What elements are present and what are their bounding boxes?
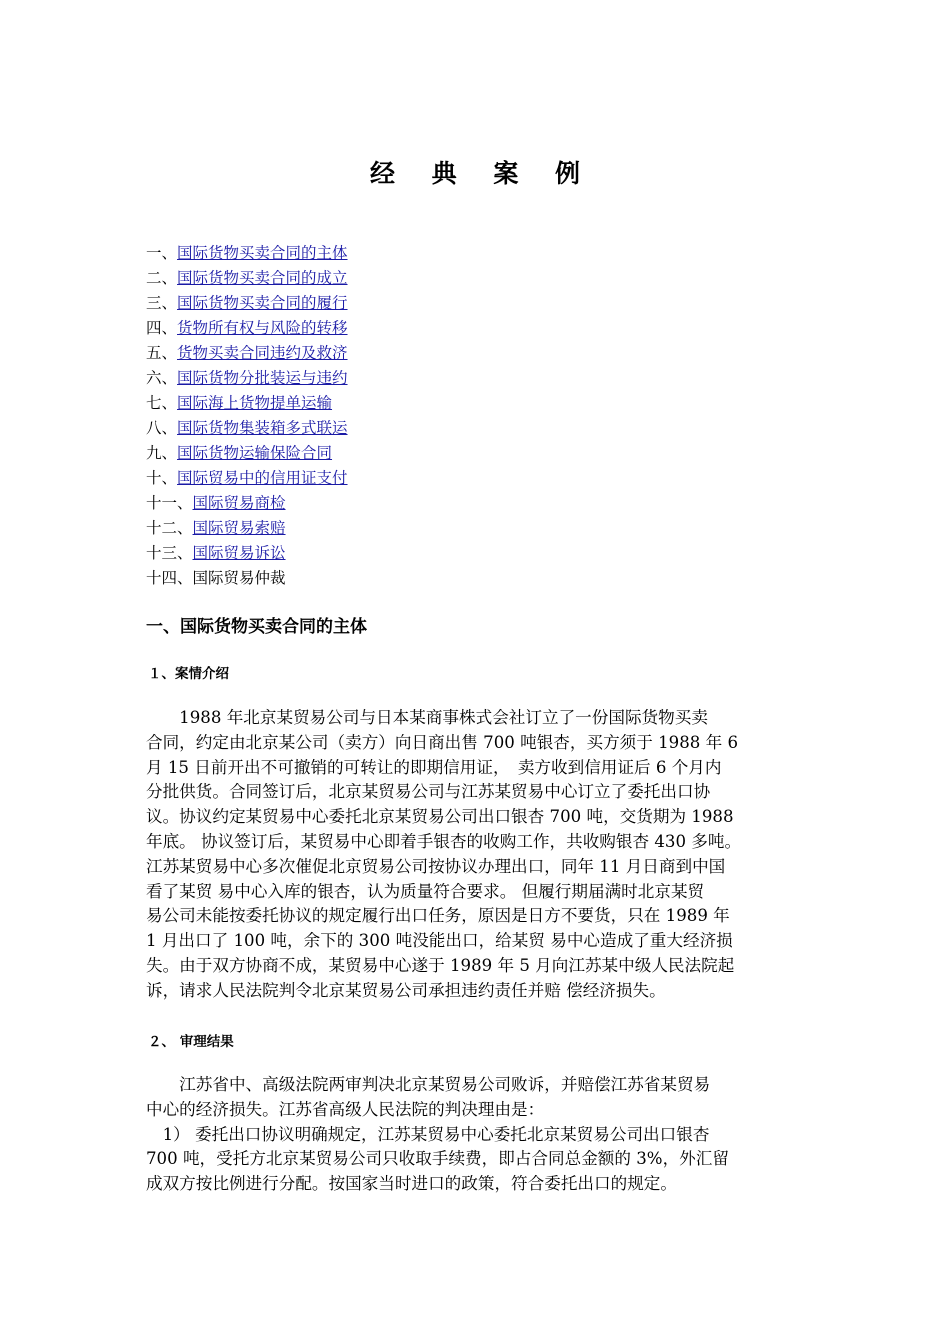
- toc-item-link[interactable]: 国际货物运输保险合同: [177, 444, 333, 462]
- toc-item: [146, 391, 746, 416]
- toc-item-number: 十四、: [146, 569, 193, 587]
- toc-item-number: 二、: [146, 269, 178, 287]
- toc-item-link[interactable]: 货物所有权与风险的转移: [177, 319, 348, 337]
- toc-item-link[interactable]: 国际贸易商检: [192, 494, 286, 512]
- paragraph-line: 分批供货。合同签订后，北京某贸易公司与江苏某贸易中心订立了委托出口协: [146, 782, 711, 802]
- toc-item-link[interactable]: 国际货物买卖合同的履行: [177, 294, 348, 312]
- paragraph-line: 1988 年北京某贸易公司与日本某商事株式会社订立了一份国际货物买卖: [146, 708, 708, 727]
- toc-item-link[interactable]: 国际货物买卖合同的成立: [177, 269, 348, 287]
- toc-item-number: 十、: [146, 469, 178, 487]
- toc-item-number: 五、: [146, 344, 178, 362]
- section-heading: 一、国际货物买卖合同的主体: [146, 617, 367, 637]
- paragraph-line: 议。协议约定某贸易中心委托北京某贸易公司出口银杏 700 吨，交货期为 1988: [146, 807, 734, 827]
- toc-item-link[interactable]: 国际货物集装箱多式联运: [177, 419, 348, 437]
- document-title: 经 典 案 例: [369, 159, 595, 188]
- toc-item: [146, 441, 746, 466]
- paragraph-line: 诉，请求人民法院判令北京某贸易公司承担违约责任并赔 偿经济损失。: [146, 980, 666, 1000]
- toc-item-link[interactable]: 国际货物分批装运与违约: [177, 369, 348, 387]
- toc-item: [146, 341, 746, 366]
- toc-item-number: 十二、: [146, 519, 193, 537]
- paragraph-line: 成双方按比例进行分配。按国家当时进口的政策，符合委托出口的规定。: [146, 1174, 677, 1194]
- paragraph-line: 合同，约定由北京某公司（卖方）向日商出售 700 吨银杏，买方须于 1988 年 6: [146, 732, 739, 752]
- toc-item-number: 七、: [146, 394, 178, 412]
- paragraph-line: 700 吨，受托方北京某贸易公司只收取手续费，即占合同总金额的 3%，外汇留: [146, 1149, 729, 1169]
- toc-item: [146, 416, 746, 441]
- case-intro-heading: １、案情介绍: [148, 666, 229, 682]
- paragraph-line: 江苏省中、高级法院两审判决北京某贸易公司败诉，并赔偿江苏省某贸易: [146, 1075, 711, 1094]
- paragraph-line: 失。由于双方协商不成，某贸易中心遂于 1989 年 5 月向江苏某中级人民法院起: [146, 955, 735, 975]
- toc-item-link[interactable]: 国际贸易诉讼: [192, 544, 286, 562]
- toc-item: [146, 566, 746, 591]
- toc-item-number: 八、: [146, 419, 178, 437]
- toc-item: [146, 266, 746, 291]
- toc-item-link[interactable]: 国际贸易中的信用证支付: [177, 469, 348, 487]
- paragraph-line: 月 15 日前开出不可撤销的可转让的即期信用证， 卖方收到信用证后 6 个月内: [146, 757, 722, 777]
- toc-item: [146, 316, 746, 341]
- toc-item-label: 国际贸易仲裁: [192, 569, 286, 587]
- toc-item-number: 四、: [146, 319, 178, 337]
- toc-item: [146, 491, 746, 516]
- toc-item-number: 六、: [146, 369, 178, 387]
- toc-item: [146, 541, 746, 566]
- paragraph-line: 1） 委托出口协议明确规定，江苏某贸易中心委托北京某贸易公司出口银杏: [146, 1124, 710, 1144]
- paragraph-line: 1 月出口了 100 吨，余下的 300 吨没能出口，给某贸 易中心造成了重大经济损: [146, 931, 733, 951]
- toc-item-number: 一、: [146, 244, 178, 262]
- toc-item-number: 十一、: [146, 494, 193, 512]
- paragraph-line: 易公司未能按委托协议的规定履行出口任务，原因是日方不要货，只在 1989 年: [146, 906, 730, 926]
- toc-item-link[interactable]: 国际海上货物提单运输: [177, 394, 333, 412]
- paragraph-line: 江苏某贸易中心多次催促北京贸易公司按协议办理出口，同年 11 月日商到中国: [146, 856, 726, 876]
- toc-item: [146, 516, 746, 541]
- toc-item: [146, 291, 746, 316]
- paragraph-line: 中心的经济损失。江苏省高级人民法院的判决理由是：: [146, 1099, 545, 1119]
- toc-item-number: 三、: [146, 294, 178, 312]
- table-of-contents: [146, 241, 746, 591]
- paragraph-line: 年底。 协议签订后，某贸易中心即着手银杏的收购工作，共收购银杏 430 多吨。: [146, 831, 742, 851]
- toc-item-link[interactable]: 国际货物买卖合同的主体: [177, 244, 348, 262]
- verdict-heading: ２、 审理结果: [148, 1034, 234, 1050]
- toc-item-number: 十三、: [146, 544, 193, 562]
- toc-item-link[interactable]: 货物买卖合同违约及救济: [177, 344, 348, 362]
- case-intro-paragraph: [146, 706, 826, 1004]
- toc-item: [146, 466, 746, 491]
- verdict-paragraph: [146, 1073, 826, 1197]
- toc-item: [146, 366, 746, 391]
- paragraph-line: 看了某贸 易中心入库的银杏，认为质量符合要求。 但履行期届满时北京某贸: [146, 881, 705, 901]
- toc-item-link[interactable]: 国际贸易索赔: [192, 519, 286, 537]
- toc-item: [146, 241, 746, 266]
- toc-item-number: 九、: [146, 444, 178, 462]
